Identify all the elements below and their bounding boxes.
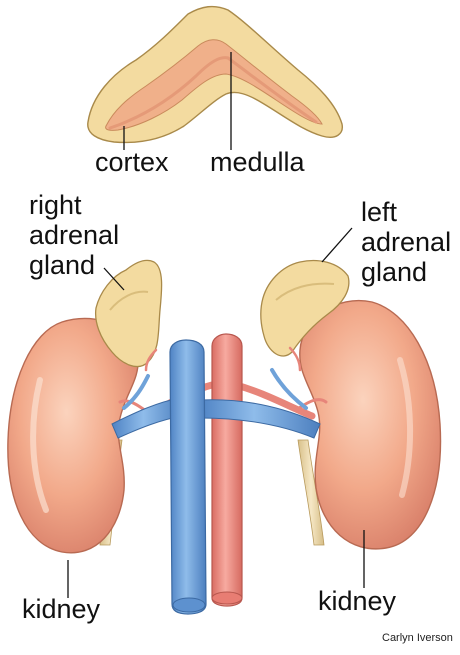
left-adrenal-label-line3: gland [361,257,428,288]
inferior-vena-cava [170,340,206,614]
right-kidney-label: kidney [22,594,101,624]
aorta [212,334,242,606]
left-adrenal-gland-label [361,197,451,288]
left-kidney-label: kidney [318,586,397,616]
right-adrenal-label-line2: adrenal [29,220,120,251]
right-adrenal-gland-label [29,190,119,281]
artist-credit: Carlyn Iverson [382,632,453,644]
right-adrenal-label-line1: right [29,190,82,220]
left-adrenal-label-line2: adrenal [361,227,452,258]
medulla-label: medulla [210,147,305,177]
left-adrenal-label-line1: left [361,197,398,227]
left-adrenal-leader-line [322,228,352,262]
adrenal-cross-section [88,7,343,150]
cortex-label: cortex [95,147,169,177]
left-kidney-shape [300,301,441,549]
right-adrenal-label-line3: gland [29,250,96,281]
